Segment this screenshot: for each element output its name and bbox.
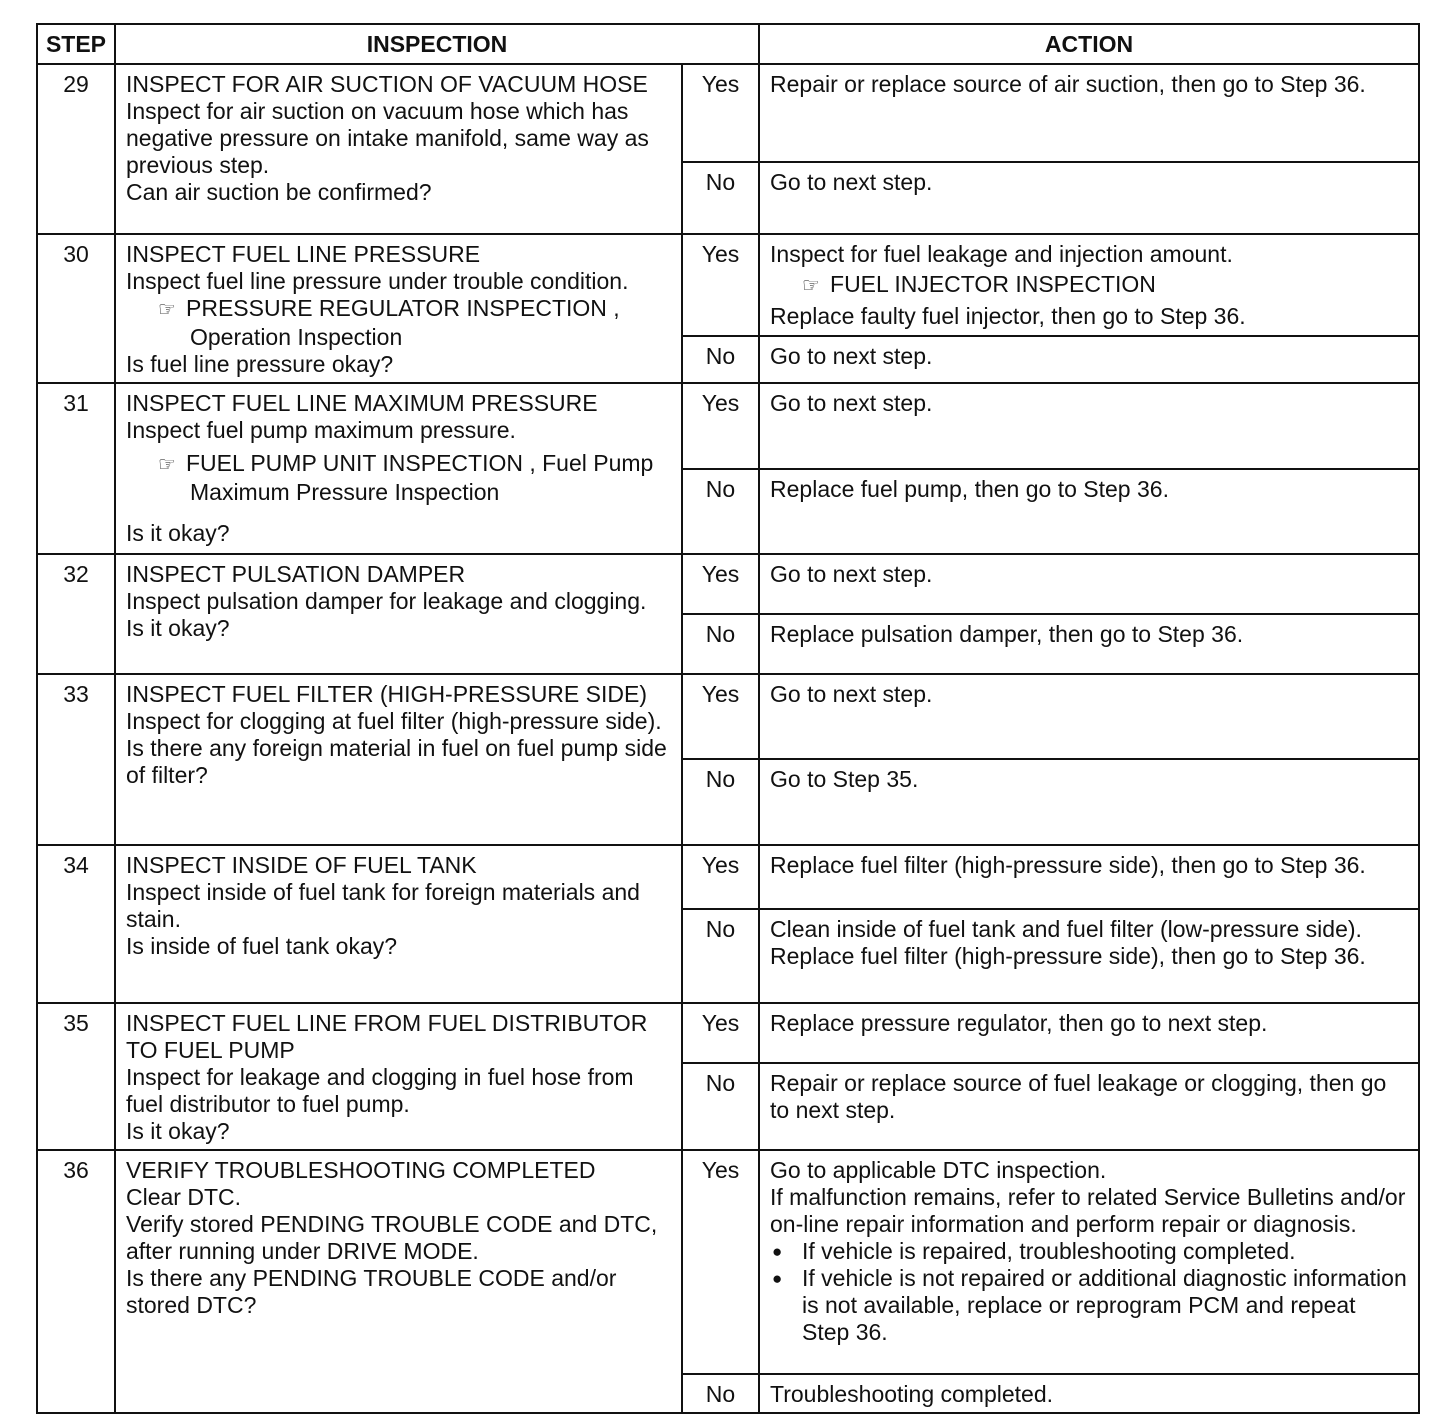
inspection-title: INSPECT PULSATION DAMPER [126, 561, 466, 587]
no-label: No [682, 336, 759, 383]
reference-hand-icon: ☞ [158, 299, 176, 321]
no-label: No [682, 614, 759, 674]
action-no: Go to Step 35. [759, 759, 1419, 845]
inspection-cell [115, 64, 682, 234]
no-label: No [682, 759, 759, 845]
step-row-35-yes [37, 1003, 1419, 1063]
no-label: No [682, 162, 759, 234]
reference-link[interactable]: FUEL PUMP UNIT INSPECTION , Fuel Pump [186, 450, 654, 476]
action-text: Inspect for fuel leakage and injection amount. [770, 241, 1233, 267]
inspection-title: INSPECT INSIDE OF FUEL TANK [126, 852, 477, 878]
step-number: 29 [37, 64, 115, 234]
step-number: 30 [37, 234, 115, 383]
action-text: Replace fuel filter (high-pressure side), then go to Step 36. [770, 943, 1366, 969]
inspection-text: Inspect fuel pump maximum pressure. [126, 417, 516, 443]
action-no: Go to next step. [759, 336, 1419, 383]
action-no: Replace pulsation damper, then go to Step 36. [759, 614, 1419, 674]
inspection-question: Is it okay? [126, 520, 230, 546]
inspection-cell [115, 383, 682, 554]
step-row-29-yes [37, 64, 1419, 162]
reference-link-sub[interactable]: Maximum Pressure Inspection [190, 479, 500, 505]
step-number: 36 [37, 1150, 115, 1413]
action-text: Clean inside of fuel tank and fuel filter (low-pressure side). [770, 916, 1362, 942]
inspection-question: Is inside of fuel tank okay? [126, 933, 398, 959]
action-yes: Repair or replace source of air suction, then go to Step 36. [759, 64, 1419, 162]
yes-label: Yes [682, 1003, 759, 1063]
action-yes: Replace pressure regulator, then go to next step. [759, 1003, 1419, 1063]
inspection-cell [115, 845, 682, 1003]
inspection-title: INSPECT FUEL LINE FROM FUEL DISTRIBUTOR TO FUEL PUMP [126, 1010, 648, 1063]
inspection-text: Inspect fuel line pressure under trouble condition. [126, 268, 629, 294]
reference-link[interactable]: FUEL INJECTOR INSPECTION [830, 271, 1156, 297]
bullet-item: ● If vehicle is not repaired or additional diagnostic information is not available, replace or reprogram PCM and repeat Step 36. [770, 1265, 1408, 1346]
action-no [759, 909, 1419, 1003]
yes-label: Yes [682, 554, 759, 614]
inspection-title: INSPECT FUEL FILTER (HIGH-PRESSURE SIDE) [126, 681, 647, 707]
action-no: Replace fuel pump, then go to Step 36. [759, 469, 1419, 554]
step-number: 35 [37, 1003, 115, 1150]
header-inspection: INSPECTION [115, 24, 759, 64]
reference-link-sub[interactable]: Operation Inspection [190, 324, 403, 350]
inspection-question: Can air suction be confirmed? [126, 179, 432, 205]
action-no: Go to next step. [759, 162, 1419, 234]
action-text: Go to applicable DTC inspection. [770, 1157, 1107, 1183]
step-number: 34 [37, 845, 115, 1003]
inspection-text: Inspect inside of fuel tank for foreign materials and stain. [126, 879, 640, 932]
inspection-question: Is it okay? [126, 615, 230, 641]
action-yes: Go to next step. [759, 383, 1419, 469]
bullet-list [770, 1238, 1408, 1346]
yes-label: Yes [682, 1150, 759, 1374]
inspection-cell [115, 1150, 682, 1413]
step-row-36-yes [37, 1150, 1419, 1374]
step-row-34-yes [37, 845, 1419, 909]
yes-label: Yes [682, 674, 759, 759]
inspection-text: Inspect for clogging at fuel filter (high-pressure side). [126, 708, 662, 734]
action-yes: Replace fuel filter (high-pressure side), then go to Step 36. [759, 845, 1419, 909]
yes-label: Yes [682, 64, 759, 162]
no-label: No [682, 909, 759, 1003]
step-row-31-yes [37, 383, 1419, 469]
inspection-text: Inspect for leakage and clogging in fuel hose from fuel distributor to fuel pump. [126, 1064, 634, 1117]
inspection-title: INSPECT FUEL LINE MAXIMUM PRESSURE [126, 390, 598, 416]
step-number: 33 [37, 674, 115, 845]
inspection-cell [115, 674, 682, 845]
action-text: Replace faulty fuel injector, then go to Step 36. [770, 303, 1246, 329]
step-row-32-yes [37, 554, 1419, 614]
step-number: 32 [37, 554, 115, 674]
inspection-question: Is it okay? [126, 1118, 230, 1144]
reference-link[interactable]: PRESSURE REGULATOR INSPECTION , [186, 295, 620, 321]
header-row [37, 24, 1419, 64]
inspection-cell [115, 554, 682, 674]
step-number: 31 [37, 383, 115, 554]
action-yes [759, 1150, 1419, 1374]
no-label: No [682, 469, 759, 554]
inspection-question: Is there any PENDING TROUBLE CODE and/or stored DTC? [126, 1265, 617, 1318]
action-no: Repair or replace source of fuel leakage or clogging, then go to next step. [759, 1063, 1419, 1150]
inspection-question: Is there any foreign material in fuel on fuel pump side of filter? [126, 735, 667, 788]
bullet-item: ● If vehicle is repaired, troubleshooting completed. [770, 1238, 1408, 1265]
action-no: Troubleshooting completed. [759, 1374, 1419, 1413]
inspection-text: Inspect for air suction on vacuum hose which has negative pressure on intake manifold, same way as previous step. [126, 98, 649, 178]
yes-label: Yes [682, 234, 759, 336]
action-yes [759, 234, 1419, 336]
reference-hand-icon: ☞ [802, 275, 820, 297]
no-label: No [682, 1063, 759, 1150]
yes-label: Yes [682, 845, 759, 909]
action-text: If malfunction remains, refer to related Service Bulletins and/or on-line repair information and perform repair or diagnosis. [770, 1184, 1406, 1237]
inspection-text: Verify stored PENDING TROUBLE CODE and DTC, after running under DRIVE MODE. [126, 1211, 658, 1264]
reference-hand-icon: ☞ [158, 454, 176, 476]
inspection-question: Is fuel line pressure okay? [126, 351, 394, 377]
step-row-30-yes [37, 234, 1419, 336]
action-yes: Go to next step. [759, 674, 1419, 759]
yes-label: Yes [682, 383, 759, 469]
action-yes: Go to next step. [759, 554, 1419, 614]
inspection-title: INSPECT FUEL LINE PRESSURE [126, 241, 481, 267]
inspection-cell [115, 234, 682, 383]
header-step: STEP [37, 24, 115, 64]
inspection-text: Clear DTC. [126, 1184, 242, 1210]
no-label: No [682, 1374, 759, 1413]
inspection-title: VERIFY TROUBLESHOOTING COMPLETED [126, 1157, 596, 1183]
inspection-cell [115, 1003, 682, 1150]
header-action: ACTION [759, 24, 1419, 64]
diagnostic-procedure-table [36, 23, 1420, 1414]
step-row-33-yes [37, 674, 1419, 759]
inspection-text: Inspect pulsation damper for leakage and clogging. [126, 588, 647, 614]
inspection-title: INSPECT FOR AIR SUCTION OF VACUUM HOSE [126, 71, 648, 97]
